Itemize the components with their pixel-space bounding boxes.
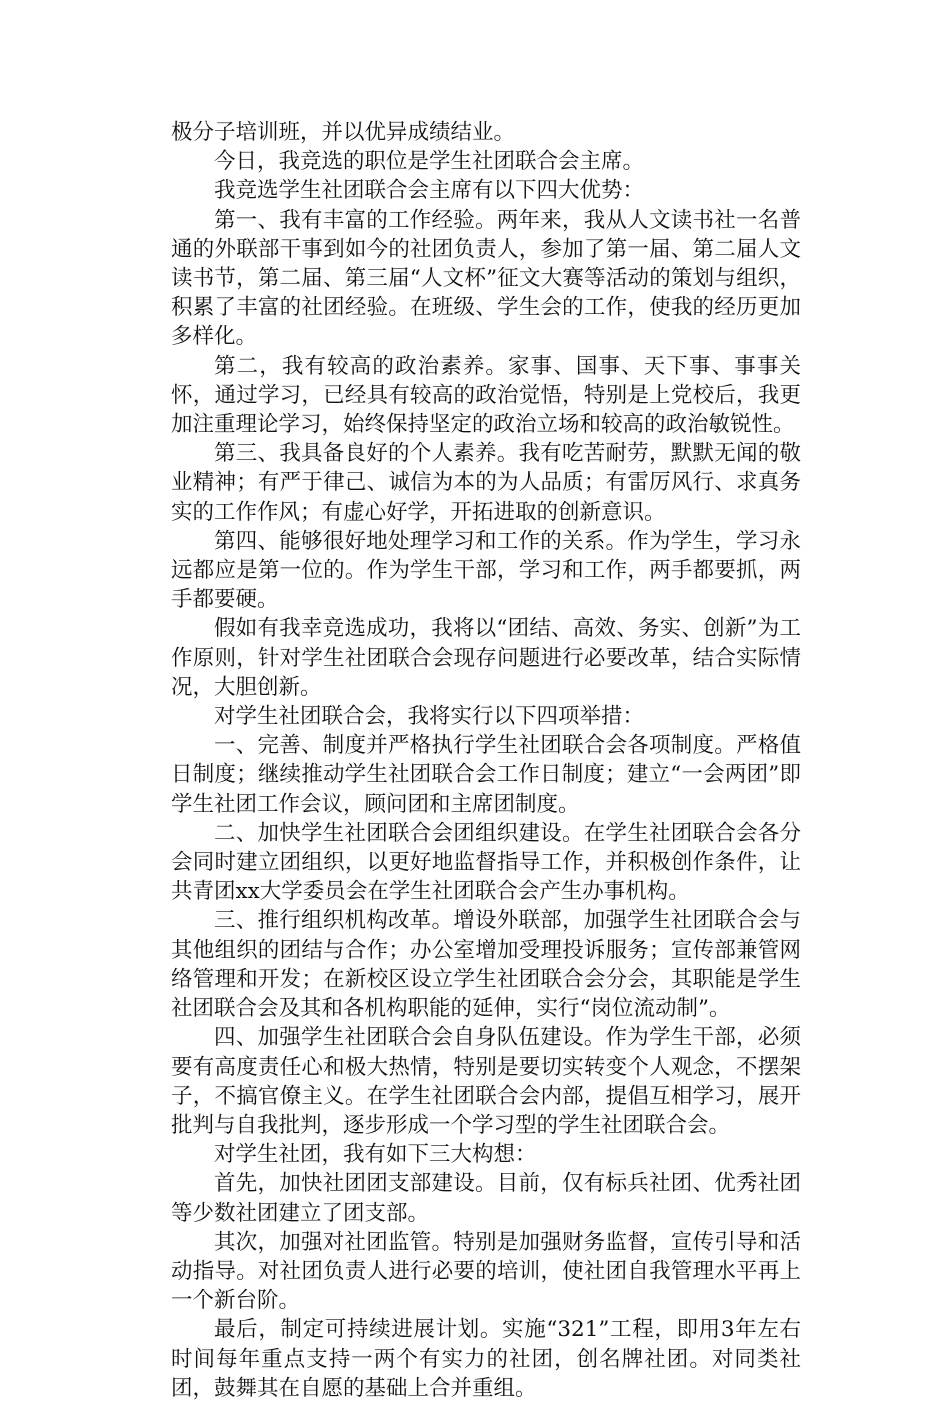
paragraph-advantages-intro: 我竞选学生社团联合会主席有以下四大优势：: [214, 178, 645, 204]
paragraph-principle: 假如有我幸竞选成功，我将以“团结、高效、务实、创新”为工作原则，针对学生社团联合会现存问题进行必要改革，结合实际情况，大胆创新。: [171, 616, 801, 700]
paragraph-measures-intro: 对学生社团联合会，我将实行以下四项举措：: [214, 704, 645, 730]
paragraph-idea-2: 其次，加强对社团监管。特别是加强财务监督，宣传引导和活动指导。对社团负责人进行必要的培训，使社团自我管理水平再上一个新台阶。: [171, 1229, 801, 1314]
document-body: [171, 118, 801, 1403]
paragraph-measure-3: 三、推行组织机构改革。增设外联部，加强学生社团联合会与其他组织的团结与合作；办公室增加受理投诉服务；宣传部兼管网络管理和开发；在新校区设立学生社团联合会分会，其职能是学生社团联合会及其和各机构职能的延伸，实行“岗位流动制”。: [171, 908, 801, 1022]
paragraph-position: 今日，我竞选的职位是学生社团联合会主席。: [214, 149, 645, 175]
paragraph-measure-4: 四、加强学生社团联合会自身队伍建设。作为学生干部，必须要有高度责任心和极大热情，特别是要切实转变个人观念，不摆架子，不搞官僚主义。在学生社团联合会内部，提倡互相学习，展开批判与自我批判，逐步形成一个学习型的学生社团联合会。: [171, 1025, 801, 1138]
paragraph-measure-1: 一、完善、制度并严格执行学生社团联合会各项制度。严格值日制度；继续推动学生社团联合会工作日制度；建立“一会两团”即学生社团工作会议，顾问团和主席团制度。: [171, 733, 801, 817]
paragraph-idea-3: 最后，制定可持续进展计划。实施“321”工程，即用3年左右时间每年重点支持一两个有实力的社团，创名牌社团。对同类社团，鼓舞其在自愿的基础上合并重组。: [171, 1317, 801, 1401]
paragraph-ideas-intro: 对学生社团，我有如下三大构想：: [214, 1142, 537, 1168]
paragraph-measure-2: 二、加快学生社团联合会团组织建设。在学生社团联合会各分会同时建立团组织，以更好地监督指导工作，并积极创作条件，让共青团xx大学委员会在学生社团联合会产生办事机构。: [171, 820, 801, 905]
paragraph-advantage-2: 第二，我有较高的政治素养。家事、国事、天下事、事事关怀，通过学习，已经具有较高的政治觉悟，特别是上党校后，我更加注重理论学习，始终保持坚定的政治立场和较高的政治敏锐性。: [171, 353, 801, 438]
paragraph-continuation: 极分子培训班，并以优异成绩结业。: [171, 120, 516, 145]
paragraph-advantage-1: 第一、我有丰富的工作经验。两年来，我从人文读书社一名普通的外联部干事到如今的社团负责人，参加了第一届、第二届人文读书节，第二届、第三届“人文杯”征文大赛等活动的策划与组织，积累了丰富的社团经验。在班级、学生会的工作，使我的经历更加多样化。: [171, 207, 801, 350]
paragraph-advantage-4: 第四、能够很好地处理学习和工作的关系。作为学生，学习永远都应是第一位的。作为学生干部，学习和工作，两手都要抓，两手都要硬。: [171, 528, 801, 613]
paragraph-idea-1: 首先，加快社团团支部建设。目前，仅有标兵社团、优秀社团等少数社团建立了团支部。: [171, 1171, 801, 1226]
paragraph-advantage-3: 第三、我具备良好的个人素养。我有吃苦耐劳，默默无闻的敬业精神；有严于律己、诚信为本的为人品质；有雷厉风行、求真务实的工作作风；有虚心好学，开拓进取的创新意识。: [171, 441, 801, 525]
